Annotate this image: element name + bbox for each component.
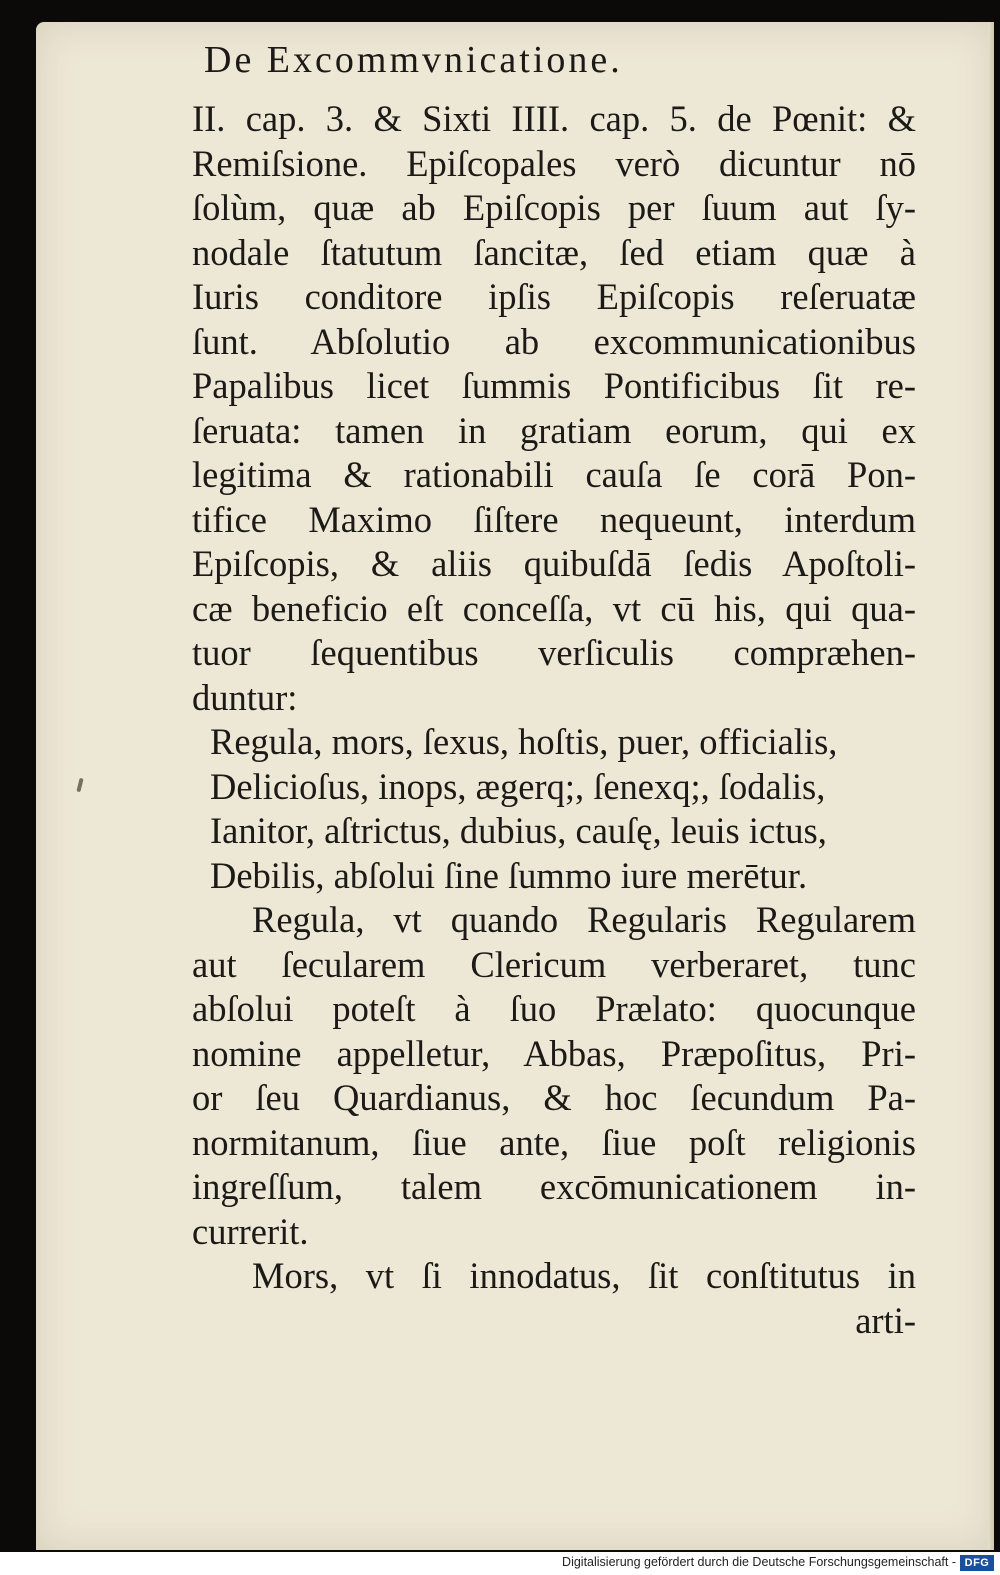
catchword: arti-: [855, 1299, 916, 1341]
text-line: ſeruata: tamen in gratiam eorum, qui ex: [192, 409, 916, 451]
text-line: Iuris conditore ipſis Epiſcopis reſeruatæ: [192, 276, 916, 317]
text-line: cæ beneficio eſt conceſſa, vt cū his, qui qua-: [192, 587, 916, 629]
text-line: normitanum, ſiue ante, ſiue poſt religionis: [192, 1121, 916, 1163]
verse-line: Debilis, abſolui ſine ſummo iure merētur.: [210, 854, 808, 896]
text-line: ingreſſum, talem excōmunicationem in-: [192, 1166, 916, 1207]
text-line: abſolui poteſt à ſuo Prælato: quocunque: [192, 988, 916, 1029]
paragraph-first-line: Mors, vt ſi innodatus, ſit conſtitutus in: [252, 1255, 916, 1296]
text-line: tuor ſequentibus verſiculis compræhen-: [192, 632, 916, 673]
verse-line: Delicioſus, inops, ægerq;, ſenexq;, ſodalis,: [210, 765, 826, 807]
dfg-logo: DFG: [960, 1555, 994, 1571]
text-line: nodale ſtatutum ſancitæ, ſed etiam quæ à: [192, 231, 916, 273]
verse-line: Regula, mors, ſexus, hoſtis, puer, officialis,: [210, 721, 838, 762]
text-line: duntur:: [192, 676, 298, 718]
text-line: Papalibus licet ſummis Pontificibus ſit re-: [192, 365, 916, 406]
verse-line: Ianitor, aſtrictus, dubius, cauſę, leuis ictus,: [210, 810, 827, 851]
funding-notice: Digitalisierung gefördert durch die Deutsche Forschungsgemeinschaft -: [562, 1555, 956, 1569]
text-line: ſolùm, quæ ab Epiſcopis per ſuum aut ſy-: [192, 187, 916, 228]
text-line: Remiſsione. Epiſcopales verò dicuntur nō: [192, 142, 916, 184]
text-line: II. cap. 3. & Sixti IIII. cap. 5. de Pœnit: &: [192, 98, 916, 139]
running-head: De Excommvnicatione.: [204, 39, 623, 81]
paragraph-first-line: Regula, vt quando Regularis Regularem: [252, 899, 916, 940]
text-line: nomine appelletur, Abbas, Præpoſitus, Pri-: [192, 1032, 916, 1074]
text-line: ſunt. Abſolutio ab excommunicationibus: [192, 320, 916, 362]
text-line: tifice Maximo ſiſtere nequeunt, interdum: [192, 498, 916, 540]
footer-bar: [0, 1552, 1000, 1575]
text-line: Epiſcopis, & aliis quibuſdā ſedis Apoſtoli-: [192, 543, 916, 584]
text-line: or ſeu Quardianus, & hoc ſecundum Pa-: [192, 1077, 916, 1118]
text-line: currerit.: [192, 1210, 309, 1252]
page-edge: [988, 22, 994, 1550]
text-line: aut ſecularem Clericum verberaret, tunc: [192, 943, 916, 985]
body-text: [192, 97, 916, 1343]
text-line: legitima & rationabili cauſa ſe corā Pon-: [192, 454, 916, 495]
